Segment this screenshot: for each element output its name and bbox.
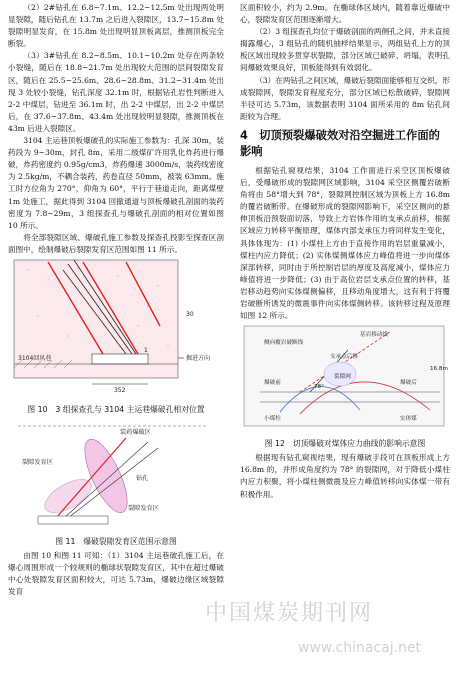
body-paragraph: 根据钻孔窥视结果，3104 工作面进行采空区顶板爆破后，受爆破形成的裂隙网区域影响，3104 采空区侧覆岩破断角将由 58°增大到 78°，裂隙网控制区域为顶板上方 16.8m 的覆岩破断带。在爆破形成的裂隙网影响下，采空区侧向的悬伸顶板沿预裂面切落，导致上方岩体作用的支承点前移，根据区域应力转移平衡原理，煤体内部支承压力将同样发生变化，具体体现为：(1) 小煤柱上方由于直接作用的岩层重量减小，煤柱内应力降低；(2) 实体煤侧煤体应力峰值将进一步向煤体深部转移，同时由于所控制岩层的厚度及高度减小，煤体应力峰值将进一步降低；(3) 由于高位岩层支承点位置的转移，基岩移动趋势向实体煤侧偏移，且移动角度增大，这有利于将覆岩破断所诱发的微震事件向实体煤侧转移。该转移过程及原理如图 12 所示。	[240, 165, 450, 321]
height-label: 16.8m	[430, 366, 448, 373]
roadway	[92, 354, 148, 364]
body-paragraph: 3104 主运巷顶板爆破孔的实际施工参数为：孔深 30m，装药段为 9~30m，封孔 8m，采用二级煤矿许用乳化炸药进行爆破，炸药密度约 0.95g/cm3，炸药爆速 3000m/s，装药线密度为 2.5kg/m，不耦合装药，药卷直径 50mm，被装 63mm。施工时方位角为 270°，仰角为 60°，平行于巷道走向，距离煤壁 1m 处施工，据此得到 3104 回撤通道与顶板爆破孔剖面的装药密度为 7.8~29m，3 组探查孔与爆破孔剖面的相对位置如图 10 所示。	[8, 136, 224, 230]
body-paragraph: 根据现有钻孔窥视结果，现有爆破手段可在顶板形成上方 16.8m 的，并形成角度约为 78° 的裂隙网，对于降低小煤柱内应力积聚，将小煤柱侧微震及应力峰值转移向实体煤一带有积极作用。	[240, 453, 450, 499]
crack-zone-label: 裂隙发育区	[22, 459, 53, 467]
tunnel-label: 3104回风巷	[18, 354, 52, 362]
charge-label: 装药爆破区	[120, 429, 151, 437]
section-heading: 4 切顶预裂爆破效对沿空掘进工作面的影响	[240, 128, 440, 158]
after-label: 爆破后	[400, 380, 417, 387]
broken-label: 侧向覆岩破断线	[264, 340, 304, 347]
crack-area-label: 裂隙发育区	[128, 505, 159, 513]
figure-11	[8, 418, 224, 547]
dimension-label: 352	[114, 386, 126, 394]
body-paragraph: （2）2#钻孔在 6.8~7.1m、12.2~12.5m 处出现两处明显裂隙，随后钻孔在 13.7m 之后进入裂隙区，13.7~15.8m 处裂隙明显发育，在 15.8m 处出现明显顶板离层，推测顶板完全断裂。	[8, 3, 224, 49]
body-paragraph: 区面积较小，约为 2.9m。在椭球体区域内，随着靠近爆破中心，裂隙发育区范围逐渐增大。	[240, 3, 450, 25]
figure-12	[240, 322, 450, 449]
hole-label: 钻孔	[136, 475, 149, 483]
watermark-url: www.chinacaj.net	[298, 640, 422, 656]
figure-12-caption: 图 12 切顶爆破对煤体应力曲线的影响示意图	[264, 439, 426, 449]
figure-10-diagram	[8, 256, 224, 398]
angle-label: 78°	[314, 384, 324, 391]
roadway	[38, 516, 108, 524]
figure-10-caption: 图 10 3 组探查孔与 3104 主运巷爆破孔相对位置	[27, 405, 205, 415]
dimension-label: 1	[144, 346, 148, 354]
body-paragraph: （3）3#钻孔在 8.2~8.5m、10.1~10.2m 处存在两条较小裂缝，随后在 18.8~21.7m 处出现较大范围的层间裂隙发育区，随后在 25.5~25.6m、28.6~28.8m、31.2~31.4m 处出现 3 处较小裂缝，钻孔深度 32.1m 时，根据钻孔岩性判断进入 2-2 中煤层，钻进至 36.1m 时，出 2-2 中煤层，出 2-2 中煤层后，在 37.6~37.8m、43.4m 处出现较明显裂隙，推测顶板在 43m 后进入裂隙区。	[8, 51, 224, 133]
pillar-label: 小煤柱	[264, 416, 281, 423]
body-paragraph: （3）在两钻孔之间区域，爆破后裂隙面能够相互交织，形成裂隙网，裂隙发育程度充分，部分区域已松散破碎，裂隙网半径可达 5.73m，该数据表明 3104 面所采用的 8m 钻孔间距较为合理。	[240, 75, 450, 121]
left-column	[8, 2, 224, 599]
crack-ellipse	[76, 434, 135, 518]
height-label: 30	[186, 310, 194, 318]
figure-10	[8, 256, 224, 415]
direction-label: 掘进方向	[186, 354, 211, 362]
solid-label: 实体煤	[400, 416, 417, 423]
before-label: 爆破前	[264, 380, 281, 387]
body-paragraph: 由图 10 和图 11 可知：（1）3104 主运巷破孔施工后，在爆心周围形成一个较规则的椭球状裂隙发育区，其中在超过爆破中心处裂隙发育区面积较大，可达 5.73m，爆破边缘区域裂隙发育	[8, 551, 224, 597]
crack-label: 裂隙网	[334, 374, 351, 381]
body-paragraph: （2）3 组探查孔均位于爆破剖面的两侧孔之间，并未直接揭露爆心，3 组钻孔的随机抽样结果显示，两组钻孔上方的顶板区域出现较多贯穿状裂隙，部分区域已破碎、坍塌，表明孔间爆破效果良好，顶板能得到有效弱化。	[240, 27, 450, 73]
stress-label: 支承点后移	[330, 354, 358, 361]
watermark-text: 中国煤炭期刊网	[205, 601, 374, 626]
figure-11-caption: 图 11 爆破裂隙发育区范围示意图	[55, 537, 177, 547]
top-label: 基岩移动线	[360, 332, 388, 339]
figure-12-diagram	[240, 322, 450, 432]
right-column	[240, 2, 450, 501]
body-paragraph: 将全部裂隙区域、爆破孔施工参数及探查孔投影至探查区剖面图中，绘制爆破后裂隙发育区范围如图 11 所示。	[8, 232, 224, 254]
figure-11-diagram	[8, 418, 224, 530]
